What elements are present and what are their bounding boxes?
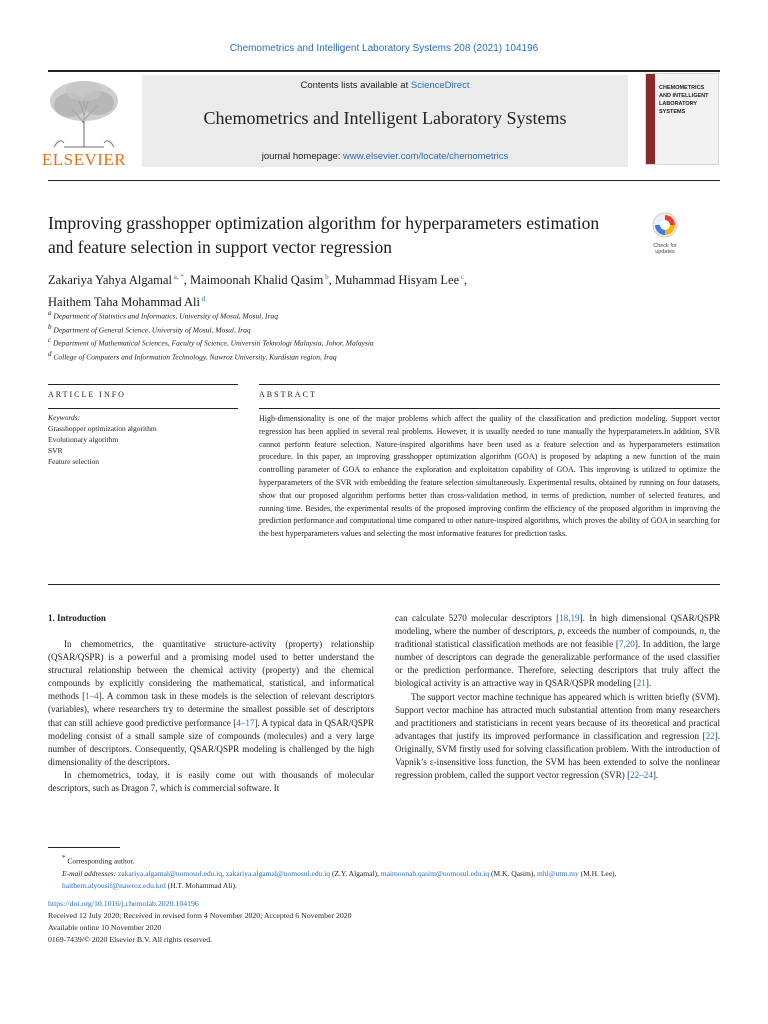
reference-text: , the traditional statistical classification methods are not feasible [ [395, 626, 720, 650]
email-link[interactable]: haithem.alyousif@nawroz.edu.krd [62, 880, 166, 890]
publication-info [48, 898, 720, 946]
received-dates: Received 12 July 2020; Received in revised form 4 November 2020; Accepted 6 November 2020 [48, 911, 352, 920]
email-text: (Z.Y. Algamal), [330, 868, 381, 878]
abstract-rule [259, 408, 720, 409]
paragraph [48, 769, 374, 795]
email-link[interactable]: zakariya.algamal@uomosul.edu.iq [225, 868, 331, 878]
journal-citation-link[interactable]: Chemometrics and Intelligent Laboratory Systems 208 (2021) 104196 [229, 43, 539, 54]
reference-link[interactable]: 7,20 [618, 639, 635, 650]
header-rule [48, 70, 720, 72]
paragraph [395, 691, 720, 783]
email-link[interactable]: zakariya.algamal@uomosul.edu.iq [117, 868, 223, 878]
author-name: Haithem Taha Mohammad Ali [48, 295, 200, 310]
author-name: Maimoonah Khalid Qasim [190, 273, 324, 288]
publisher-wordmark: ELSEVIER [41, 150, 127, 169]
reference-text: ]. Originally, SVM firstly used for solving classification problem. With the introduction of Vapnik’s ε-insensitive loss function, the SVM has been extended to solve the nonlinear regression problem, called the support vector regression (SVR) [ [395, 730, 720, 781]
reference-link[interactable]: 22 [705, 730, 715, 741]
reference-text: ]. In addition, the large number of descriptors can degrade the generalizable performance of the used classifier or the prediction performance. Therefore, selecting descriptors that truly affect the biological activity is an attractive way in QSAR/QSPR modeling [ [395, 639, 721, 689]
author-affiliation-mark[interactable]: b [325, 273, 329, 281]
reference-text: , exceeds the number of compounds, [562, 626, 700, 637]
journal-homepage-link[interactable]: www.elsevier.com/locate/chemometrics [343, 151, 509, 162]
contents-line [142, 80, 628, 91]
paragraph [395, 612, 720, 691]
article-info-heading: ARTICLE INFO [48, 390, 126, 399]
journal-title: Chemometrics and Intelligent Laboratory Systems [203, 108, 567, 128]
footnotes [48, 852, 720, 892]
abstract-bottom-rule [48, 584, 720, 585]
author-name: Muhammad Hisyam Lee [334, 273, 460, 288]
email-link[interactable]: maimoonah.qasim@uomosul.edu.iq [380, 868, 490, 878]
affiliation: $^c$ Department of Mathematical Sciences, Faculty of Science, Universiti Teknologi Malaysia, Johor, Malaysia [48, 336, 374, 348]
email-text: , [222, 868, 226, 878]
affiliation: $^a$ Department of Statistics and Informatics, University of Mosul, Mosul, Iraq [48, 309, 278, 321]
abstract-heading: ABSTRACT [259, 390, 317, 399]
email-text: (M.K. Qasim), [489, 868, 538, 878]
reference-link[interactable]: 4–17 [236, 717, 255, 728]
contents-prefix: Contents lists available at [300, 80, 411, 91]
footnote-rule [48, 847, 120, 848]
abstract-text: High-dimensionality is one of the major problems which affect the quality of the classification and prediction modeling. Support vector regression has been applied in several real problems. However, it is usually needed to tune manually the hyperparameters.In addition, SVR cannot perform feature selection. Nature-inspired algorithms have been used as a feature selection and as hyperparameters estimation procedure. In this paper, an improving grasshopper optimization algorithm (GOA) is proposed by adapting a new function of the main controlling parameter of GOA to enhance the exploration and exploitation capability of GOA. This improving is utilized to optimize the hyperparameters of the SVR with embedding the feature selection simultaneously. Experimental results, obtained by running on four datasets, show that our proposed algorithm performs better than cross-validation method, in terms of prediction, number of selected features, and running time. Besides, the experimental results of the proposed improving confirm the efficiency of the proposed algorithm in improving the prediction performance and computational time compared to other nature-inspired algorithms, which proves the ability of GOA in searching for the best hyperparameters values and selecting the most informative features for prediction tasks. [259, 414, 720, 539]
author-affiliation-mark[interactable]: c [460, 273, 465, 281]
sciencedirect-link[interactable]: ScienceDirect [410, 80, 470, 91]
keyword: Grasshopper optimization algorithm [48, 424, 157, 433]
doi-link[interactable]: https://doi.org/10.1016/j.chemolab.2020.104196 [48, 899, 199, 908]
reference-text: n [699, 626, 705, 637]
reference-link[interactable]: 22–24 [630, 770, 653, 781]
keywords-label: Keywords: [48, 413, 81, 422]
corresponding-note: * Corresponding author. [62, 854, 135, 866]
journal-cover-thumbnail [645, 73, 719, 165]
article-title: Improving grasshopper optimization algorithm for hyperparameters estimation and feature selection in support vector regression [48, 213, 600, 257]
reference-link[interactable]: 18,19 [559, 613, 580, 623]
affiliation-list [48, 308, 374, 362]
copyright: 0169-7439/© 2020 Elsevier B.V. All rights reserved. [48, 935, 213, 944]
paragraph [48, 638, 374, 769]
cover-line: CHEMOMETRICS [659, 85, 705, 91]
reference-link[interactable]: 1–4 [85, 691, 99, 702]
cover-line: AND INTELLIGENT [659, 93, 709, 99]
reference-text: In chemometrics, today, it is easily come out with thousands of molecular descriptors, such as Dragon 7, which is commercial software. It [48, 769, 374, 794]
keyword: Evolutionary algorithm [48, 435, 119, 444]
email-link[interactable]: mhl@utm.my [537, 868, 579, 878]
check-for-updates-badge[interactable] [643, 212, 687, 258]
keyword: SVR [48, 446, 63, 455]
email-text: (M.H. Lee), [578, 868, 617, 878]
email-label: E-mail addresses: [62, 868, 117, 878]
keyword: Feature selection [48, 457, 100, 466]
body-right-column [395, 612, 720, 782]
reference-text: ]. [645, 678, 652, 689]
badge-label: Check for updates [653, 243, 677, 255]
reference-text: can calculate 5270 molecular descriptors [ [395, 613, 560, 623]
article-info-top-rule [48, 384, 238, 385]
keywords-block [48, 412, 238, 467]
cover-stripe [646, 74, 655, 164]
cover-line: LABORATORY [659, 101, 698, 107]
reference-text: In chemometrics, the quantitative structure-activity (property) relationship (QSAR/QSPR) is a powerful and a promising model used to better understand the structural relationship between the chemical activity (property) and the chemical compounds by explicitly considering the mathematical, statistical, and informatical methods [ [48, 639, 374, 702]
abstract-top-rule [259, 384, 720, 385]
reference-text: ]. In high dimensional QSAR/QSPR modeling, where the number of descriptors, [395, 613, 720, 637]
article-info-rule [48, 408, 238, 409]
homepage-prefix: journal homepage: [261, 151, 344, 162]
affiliation: $^d$ College of Computers and Information Technology, Nawroz University, Kurdistan region, Iraq [48, 349, 337, 361]
reference-text: p [557, 626, 563, 637]
author-list: Zakariya Yahya Algamal $^{a, *}$, Maimoonah Khalid Qasim $^b$, Muhammad Hisyam Lee $^c$, Haithem Taha Mohammad Ali $^d$ [48, 273, 468, 310]
reference-text: ]. A typical data in QSAR/QSPR modeling consist of a small sample size of compounds (molecules) and a very large number of descriptors. Consequently, QSAR/QSPR modeling is challenged by the high dimensionality of the descriptors. [48, 717, 374, 767]
body-left-column [48, 638, 374, 795]
affiliation: $^b$ Department of General Science, University of Mosul, Mosul, Iraq [48, 322, 251, 334]
section-heading: 1. Introduction [48, 613, 106, 623]
email-addresses [48, 868, 720, 892]
banner-rule [48, 180, 720, 181]
reference-text: The support vector machine technique has appeared which is written briefly (SVM). Support vector machine has attracted much substantial attention from many researchers and practitioners and statisticians in recent years because of its theoretical and practical advantages that justify its improved performance in classification and regression [ [395, 691, 720, 741]
reference-text: ]. A common task in these models is the selection of relevant descriptors (variables), where researchers try to determine the smallest possible set of descriptors that can still achieve good predictive performance [ [48, 691, 375, 728]
author-affiliation-mark[interactable]: a, * [173, 273, 184, 281]
cover-line: SYSTEMS [659, 109, 686, 115]
cover-title [659, 84, 709, 116]
author-affiliation-mark[interactable]: d [201, 295, 206, 304]
homepage-line [142, 151, 628, 162]
reference-link[interactable]: 21 [636, 678, 646, 689]
author-name: Zakariya Yahya Algamal [48, 273, 172, 288]
available-online: Available online 10 November 2020 [48, 923, 162, 932]
crossmark-icon [652, 212, 678, 238]
email-text: (H.T. Mohammad Ali). [165, 880, 237, 890]
reference-text: ]. [652, 770, 659, 781]
